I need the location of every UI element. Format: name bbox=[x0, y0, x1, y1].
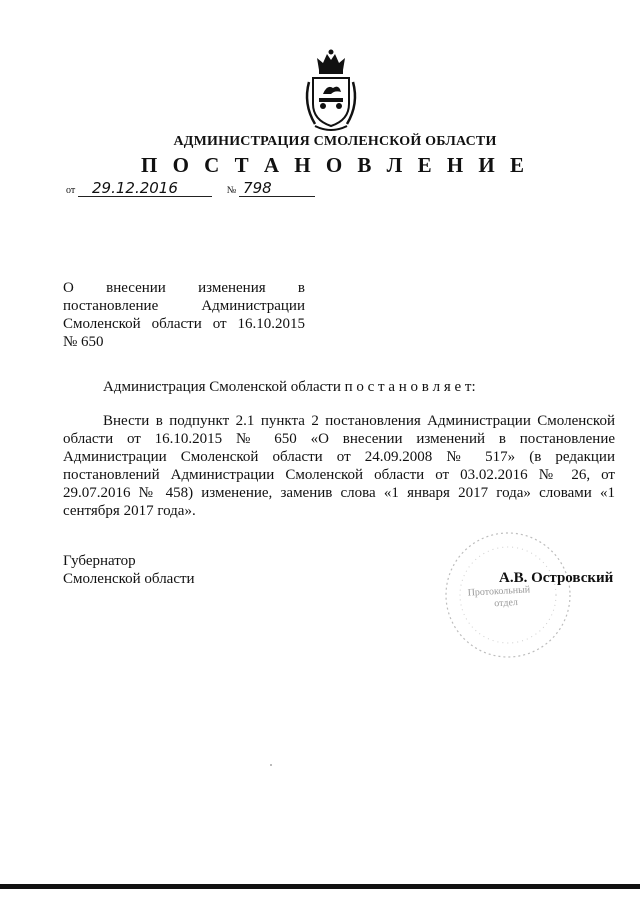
document-type-title: П О С Т А Н О В Л Е Н И Е bbox=[140, 153, 529, 177]
subject-line: № 650 bbox=[63, 334, 104, 350]
signatory-title: Губернатор Смоленской области bbox=[63, 553, 195, 587]
document-subject bbox=[63, 279, 305, 351]
smolensk-coat-of-arms-icon bbox=[301, 48, 361, 132]
decree-statement: Администрация Смоленской области п о с т а н о в л я е т: bbox=[103, 379, 476, 395]
scan-speck bbox=[270, 764, 272, 766]
number-label: № bbox=[226, 185, 237, 196]
stamp-text: Протокольный отдел bbox=[467, 584, 531, 610]
signatory-name: А.В. Островский bbox=[499, 570, 614, 586]
subject-line: постановление Администрации bbox=[63, 298, 305, 314]
body-paragraph: Внести в подпункт 2.1 пункта 2 постановления Администрации Смоленской области от 16.10.2015 № 650 «О внесении изменений в постановление Администрации Смоленской области от 24.09.2008 № 517» (в редакции постановлений Администрации Смоленской области от 03.02.2016 № 26, от 29.07.2016 № 458) изменение, заменив слова «1 января 2017 года» словами «1 сентября 2017 года». bbox=[63, 413, 615, 519]
scan-border-bar bbox=[0, 884, 640, 889]
organization-name: АДМИНИСТРАЦИЯ СМОЛЕНСКОЙ ОБЛАСТИ bbox=[173, 134, 497, 149]
document-number: 798 bbox=[239, 180, 315, 197]
document-date: 29.12.2016 bbox=[78, 180, 212, 197]
subject-line: Смоленской области от 16.10.2015 bbox=[63, 316, 305, 332]
date-label: от bbox=[66, 185, 76, 196]
document-meta bbox=[66, 180, 315, 197]
subject-line: О внесении изменения в bbox=[63, 280, 305, 296]
